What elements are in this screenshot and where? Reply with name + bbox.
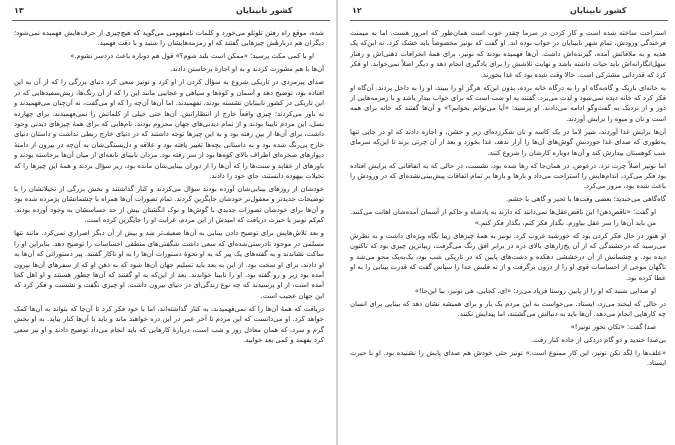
paragraph: اما نونیز اصلاً چرت نزد. درعوض، در همان‌جا که رها شده بود، نشست، در حالی که به اتفاقاتی که برایش افتاده بود فکر می‌کرد، اندام‌هایش را استراحت می‌داد و بارها و بارها بر تمام اتفاقات پیش‌بینی‌نشده‌ای که در ورودش را باعث شده بود، مرور می‌کرد. — [350, 161, 666, 191]
paragraph: خودشان از روزهای بینایی‌شان آورده بودند سؤال می‌کردند و کنار گذاشتند و بخش بزرگی از تخیلاتشان را با توضیحات جدیدتر و معقول‌تر خودشان جایگزین کردند. تمام تصورات آن‌ها همراه با چشمانشان پژمرده شده بود و آن‌ها برای خودشان تصورات جدیدی با گوش‌ها و نوک انگشتان بیش از حد حساسشان به وجود آورده بودند. کم‌کم نونیز با حیرت دریافت که امیدش از این مردم، غرابت او را جایگزین کرده است. — [14, 185, 324, 225]
header-rule — [12, 20, 330, 21]
running-title: کشور نابینایان — [236, 6, 293, 15]
paragraph: دریافت که همهٔ آن‌ها را که نمی‌فهمیدند، به کنار گذاشته‌اند، اما با خود فکر کرد تا آن‌جا که بتواند به آن‌ها کمک خواهد کرد. او می‌دانست که این مردم تا آخر عمر در این دره خواهند ماند و باید با آن‌ها کنار بیاید. به او بخش گرم و سرد، که همان معادل روز و شب است، دربارهٔ کارهایی که باید انجام می‌داد توضیح دادند و او نیز سعی کرد بفهمد و کمی بعد خوابید. — [14, 304, 324, 344]
paragraph: او هنوز در حال فکر کردن بود که خورشید غروب کرد. نونیز به همهٔ چیزهای زیبا نگاه ویژه‌ای داشت و به نظرش می‌رسید که درخشندگی که از آن یخ‌زارهای بالای دره در برابر افق رنگ می‌گرفت، زیباترین چیزی بود که تاکنون دیده بود. و چشمانش از آن درخششی دهکده و دشت‌های پایین که در تاریکی شب بود، یک‌به‌یک محو می‌شد و ناگهان موجی از احساسات قوی او را از درون برگرفت و از ته قلبش خدا را سپاس گفت که قدرت بینایی را به او عطا کرده بود. — [350, 231, 666, 282]
paragraph: آن‌ها با هم مشورت کردند و به او اجازهٔ برخاستن دادند. — [170, 65, 324, 74]
paragraph: استراحت ساخته شده است و کار کردن در سرما چقدر خوب است همان‌طور که امروز هست. اما به میمنت فرخندگی ورودش، تمام شهر نابینایان در خواب بوده اند. او گفت که نونیز مخصوصاً باید خشک کرد، نه این‌که یک هدیه و به ملاقاتش آمده، گیرنده‌اش داشت. آن‌ها فهمیده بودند که نونیز، برای همهٔ انحرافات ذهنی‌اش و رفتار سهل‌انگارانه‌اش باید حیات داشته باشد و نهایت تلاشش را برای یادگیری انجام دهد و دیگر اصلاً نمی‌خوابد. او فکر کرد که قدردانی مشترکی است. حالا وقت شده بود که غذا بخورند. — [350, 29, 666, 79]
paragraph: و بعد تلاش‌هایش برای توضیح دادن بینایی به آن‌ها ضعیف‌تر شد و بیش از آن دیگر اصراری نمی‌کرد. مانند تنها مسلمی در موجود نادرستی‌شده‌ای که سعی داشت شگفتی‌های منطقی احساسات را توضیح دهد. بنابراین او را ساکت نشاندند و به گفته‌های یک پیر که به او نحوهٔ دستورات آن‌ها را به او ناکار گفتند. پیر دستوراتی که آن‌ها به او دادند، برای او سخت بود. از این به بعد باید تسلیم جهان آن‌ها شود که به ذهن او که از سفرهای آن‌ها بیرون آمده بود زیر و رو گفته بود. او را نابینا خواندند. بعد از این‌که به او گفتند که آن‌ها چطور هستند و او اهل کجا آمده است، از او پرسیدند که چه نوع زندگی‌ای در دنیای بیرون داشت. او چیزی نگفت و نشست و فکر کرد که این جهان عجیب است. — [14, 229, 324, 300]
page-number: ۱۲ — [352, 6, 362, 15]
paragraph: در حالی که لبخند می‌زد، ایستاد. می‌خواست به این مردم یک بار و برای همیشه نشان دهد که بینایی برای انسان چه کارهایی انجام می‌دهد. آن‌ها باید به دنبالش می‌گشتند، اما پیدایش نکنند. — [350, 299, 666, 318]
paragraph: آن‌ها برایش غذا آوردند، شیر لاما در یک کاسه و نان شکرزده‌ای زیر و خشن، و اجازه دادند که او در جایی تنها به‌طوری که صدای غذا خوردنش گوش‌های آن‌ها را آزار ندهد، غذا بخورد و بعد از آن چرتی بزند تا این‌که سرمای شب کوهستان بیدارش کند و آن‌ها دوباره کارشان را شروع کنند. — [350, 127, 666, 157]
right-page — [338, 0, 675, 445]
paragraph: بی‌صدا خندید و دو گام دزدکی از جاده کنار رفت. — [531, 335, 666, 344]
running-title: کشور نابینایان — [570, 6, 627, 15]
paragraph: شده، موقع راه رفتن تلوتلو می‌خورد و کلمات نامفهومی می‌گوید که هیچ‌چیزی از حرف‌هایش فهمیده نمی‌شود؛ دیگران هم دربارهٔش چیزهایی گفتند که او زمزمه‌هایشان را شنید و با دقت فهمید. — [14, 29, 324, 48]
page-body — [14, 28, 324, 438]
page-body — [350, 28, 666, 438]
left-page — [0, 0, 336, 445]
paragraph: او با کمی مکث پرسید: «ممکن است بلند شوم؟» قول هم دوباره باعث دردسر نشوم.» — [70, 52, 314, 61]
paragraph: صدا گفت: «تکان نخور نونیز!» — [570, 322, 656, 331]
paragraph: صدای پیرمردی در تاریکی شروع به سؤال کردن از او کرد و نونیز سعی کرد دنیای بزرگی را که از آن به این افتاده بود، توضیح دهد و آسمان و کوه‌ها و سیاهی و عجایبی مانند این را که از آن رنگ‌ها، ریش‌سفیدهایی که در این تاریکی در کشور نابینایان نشسته بودند، نفهمیدند. اما آن‌ها آن‌چه را که او می‌گفت، نه آن‌چنان می‌فهمیدند و نه باور می‌کردند؛ چیزی واقعاً خارج از انتظاراتش. آن‌ها حتی خیلی از کلماتش را نمی‌فهمیدند. برای چهارده نسل، این مردم نابینا بودند و از تمام دیدنی‌های جهان محروم بودند. نام‌هایی که برای همهٔ چیزهای دیدنی وجود داشت، برای آن‌ها از بین رفته بود و به این چیزها توجه داشتند که در دنیای خارج ربطی نداشت و داستان دنیای خارج پی‌رنگ شده بود و به داستانی بچه‌ها تغییر یافته بود و علاقه و دل‌بستگی‌شان به آن‌چه در بیرون از دامنهٔ دیوارهای صخره‌ای اطراف بالای کوه‌ها بود از سر رفته بود. مردان نابینای نابغه‌ای از میان آن‌ها برخاسته بودند و باورهای از عقاید و سنت‌ها را که آن‌ها را از دوران بینایی‌شان مانده بود، زیر سؤال بردند و همهٔ این چیزها را که تخیلات بیهوده دانستند، جای خود را دادند. — [14, 78, 324, 181]
paragraph: «علف‌ها را لگد نکن نونیز، این کار ممنوع است.» نونیز حتی خودش هم صدای پایش را نشنیده بود. او با حیرت ایستاد. — [350, 348, 666, 368]
paragraph: به خانه‌ای باریک و گاه‌به‌گاه او را به درگاه خانه برده، بدون این‌که هرگز او را ببیند، او را به داخل بردند. آن‌گاه او فکر کرد که خانه دیده نمی‌شود و لذت می‌برد. گفتند به او شب است که برای خواب بیدار باشد و با زمزمه‌هایی از دور و از نزدیک به گفت‌وگو ادامه می‌دادند. او پرسید: «آیا می‌توانم بخوابم؟» و آن‌ها گفتند که خانه برای همه است و نان و میوه را برایش آوردند. — [350, 83, 666, 123]
paragraph: او صدایی شنید که او را از پایین روستا فریاد می‌زد: «ای، کجایی، هی نونیز، بیا این‌جا!» — [414, 286, 656, 295]
page-number: ۱۳ — [14, 6, 24, 15]
paragraph: گاه‌گاهی می‌خندید؛ بعضی وقت‌ها با تحیر و گاهی با خشم. — [506, 195, 666, 204]
header-rule — [350, 20, 668, 21]
paragraph: او گفت: «ناقص‌ذهن! این ناقص‌عقل‌ها نمی‌دانند که دارند به پادشاه و حاکم از آسمان آمده‌شان اهانت می‌کنند. من باید آن‌ها را سر عقل بیاورم. بگذار فکر کنم، بگذار فکر کنم.» — [350, 208, 656, 227]
